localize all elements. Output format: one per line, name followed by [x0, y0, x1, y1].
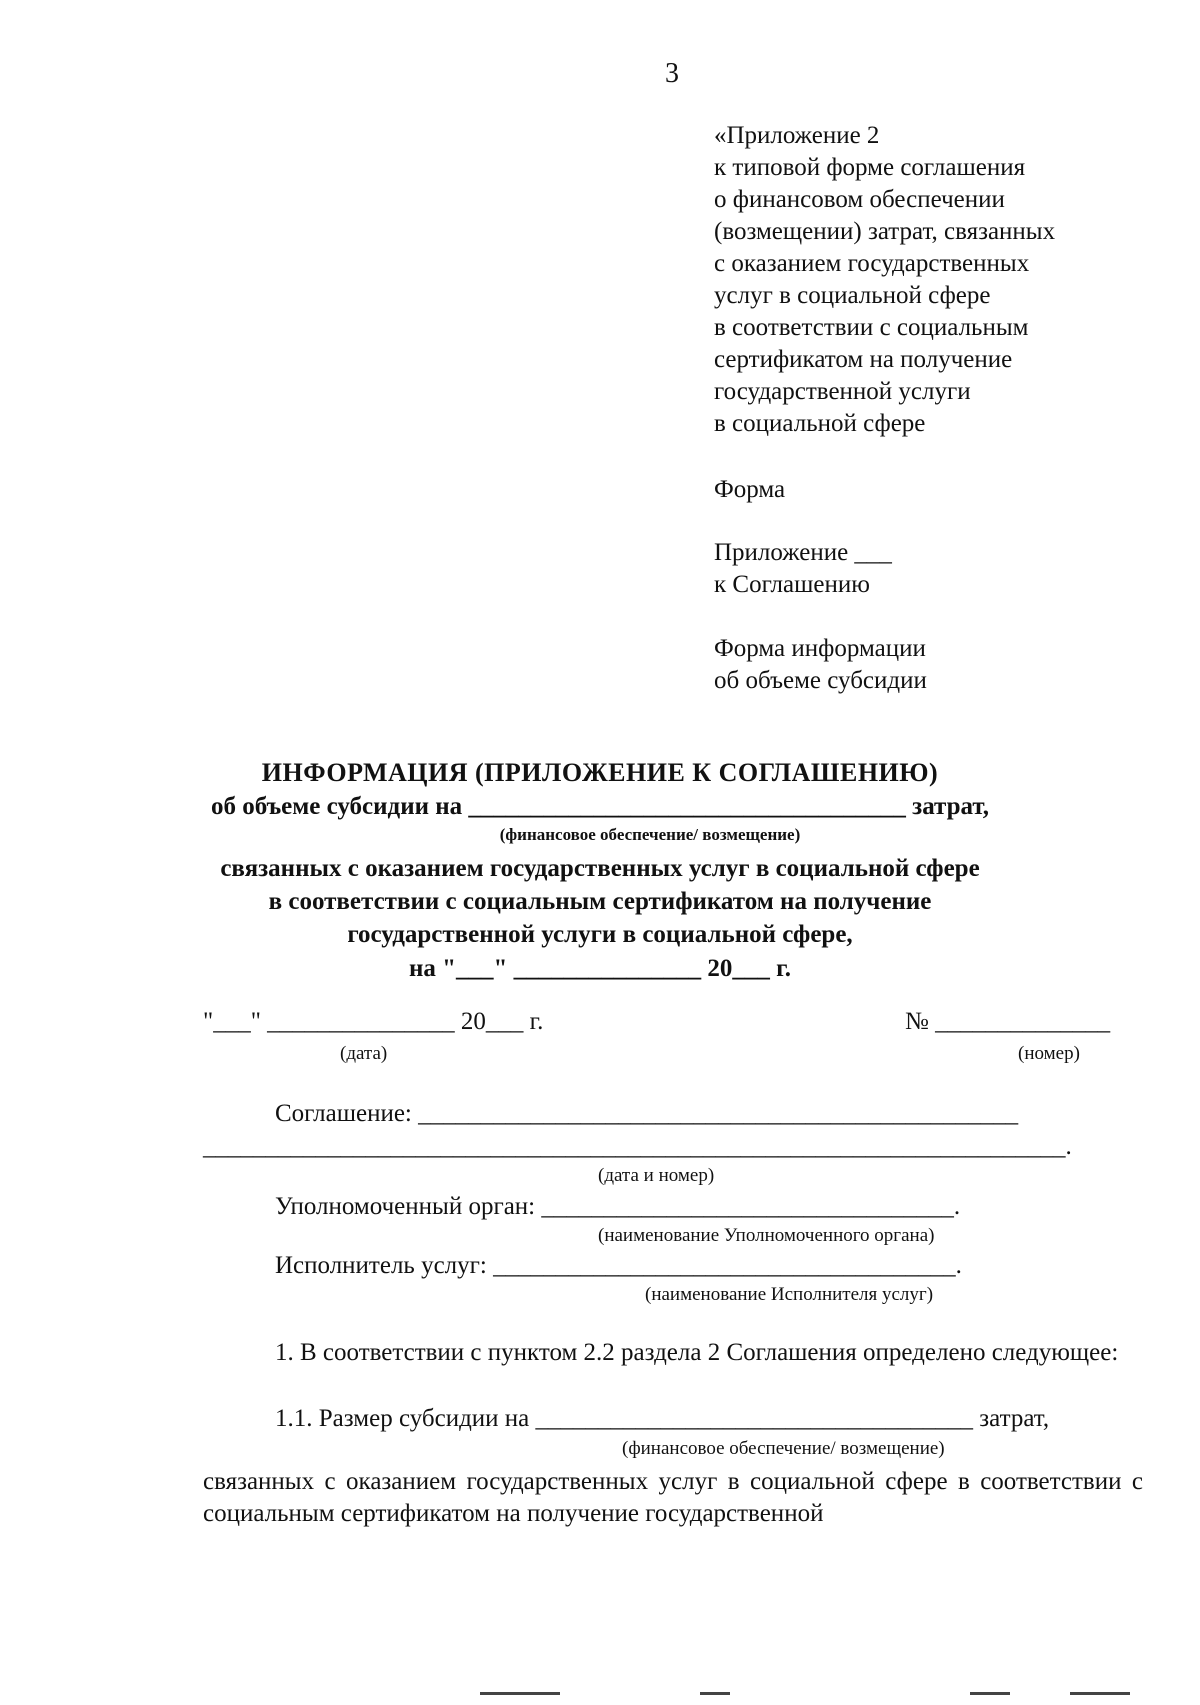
document-title: ИНФОРМАЦИЯ (ПРИЛОЖЕНИЕ К СОГЛАШЕНИЮ): [261, 758, 939, 787]
agreement-line: _____________________________________________________________________.: [203, 1133, 1072, 1160]
appendix-header-line: к типовой форме соглашения: [714, 154, 1026, 181]
form-info-label: [714, 633, 927, 697]
paragraph-1-1-continuation: связанных с оказанием государственных услуг в социальной сфере в соответствии с социальным сертификатом на получение государственной: [203, 1468, 1143, 1527]
appendix-header-line: государственной услуги: [714, 378, 971, 405]
scan-edge-marks: [480, 1692, 1160, 1700]
appendix-header-line: в социальной сфере: [714, 410, 926, 437]
page-number: 3: [665, 58, 679, 89]
form-info-line: об объеме субсидии: [714, 667, 927, 694]
appendix-header-line: о финансовом обеспечении: [714, 186, 1005, 213]
title-line-subsidy: об объеме субсидии на ___________________________________ затрат,: [210, 793, 990, 820]
appendix-header-line: с оказанием государственных: [714, 250, 1030, 277]
attachment-label: [714, 537, 892, 601]
authority-caption: (наименование Уполномоченного органа): [598, 1225, 935, 1246]
agreement-label: Соглашение: ________________________________________________: [275, 1100, 1019, 1127]
title-line-state-service: государственной услуги в социальной сфере,: [347, 921, 853, 948]
authority-label: Уполномоченный орган: _________________________________.: [275, 1193, 961, 1220]
appendix-header-line: в соответствии с социальным: [714, 314, 1029, 341]
form-label: Форма: [714, 476, 786, 503]
paragraph-1-text: 1. В соответствии с пунктом 2.2 раздела 2 Соглашения определено следующее:: [275, 1339, 1119, 1366]
appendix-header: [714, 120, 1055, 440]
appendix-header-line: (возмещении) затрат, связанных: [714, 218, 1056, 245]
form-info-line: Форма информации: [714, 635, 926, 662]
appendix-header-line: услуг в социальной сфере: [714, 282, 991, 309]
paragraph-1-1-start: 1.1. Размер субсидии на ___________________________________ затрат,: [275, 1405, 1050, 1432]
attachment-line: Приложение ___: [714, 539, 892, 566]
appendix-header-line: «Приложение 2: [714, 122, 880, 149]
agreement-caption: (дата и номер): [598, 1165, 715, 1186]
number-line: № ______________: [905, 1008, 1111, 1035]
executor-caption: (наименование Исполнителя услуг): [645, 1284, 934, 1305]
date-line: "___" _______________ 20___ г.: [203, 1008, 544, 1035]
title-line-date: на "___" _______________ 20___ г.: [409, 955, 791, 982]
title-caption-funding: (финансовое обеспечение/ возмещение): [499, 825, 801, 844]
title-line-certificate: в соответствии с социальным сертификатом на получение: [268, 888, 932, 915]
paragraph-1: [203, 1337, 1143, 1369]
attachment-line: к Соглашению: [714, 571, 870, 598]
paragraph-1-1-caption: (финансовое обеспечение/ возмещение): [622, 1438, 945, 1459]
number-caption: (номер): [1018, 1043, 1080, 1064]
executor-label: Исполнитель услуг: _____________________________________.: [275, 1252, 962, 1279]
title-line-services: связанных с оказанием государственных услуг в социальной сфере: [220, 855, 980, 882]
date-caption: (дата): [340, 1043, 388, 1064]
appendix-header-line: сертификатом на получение: [714, 346, 1013, 373]
